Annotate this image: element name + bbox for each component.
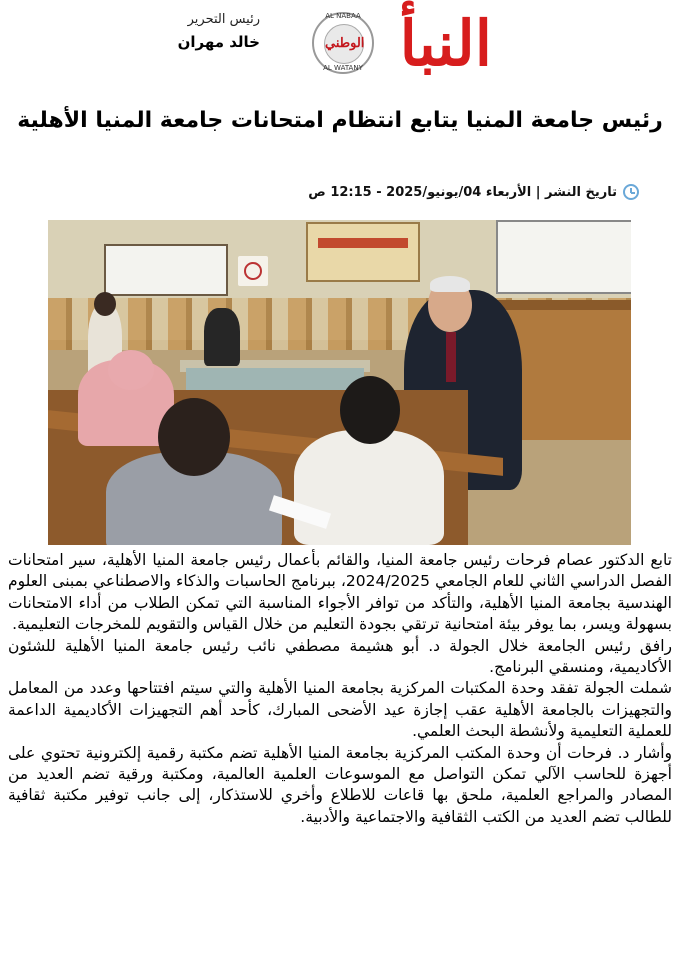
article-body xyxy=(8,550,672,828)
article-paragraph: شملت الجولة تفقد وحدة المكتبات المركزية بجامعة المنيا الأهلية والتي سيتم افتتاحها وعدد من المعامل والتجهيزات بالجامعة الأهلية عقب إجازة عيد الأضحى المبارك، كأحد أهم التجهيزات الأكاديمية الداعمة للعملية التعليمية ولأنشطة البحث العلمي. xyxy=(8,679,672,741)
article-headline: رئيس جامعة المنيا يتابع انتظام امتحانات جامعة المنيا الأهلية xyxy=(17,108,663,133)
photo-whiteboard xyxy=(104,244,228,296)
photo-person-head xyxy=(94,292,116,316)
photo-person xyxy=(204,308,240,366)
logo-seal-icon xyxy=(312,12,374,74)
clock-icon xyxy=(623,184,639,200)
photo-emblem xyxy=(238,256,268,286)
seal-center-text: الوطني xyxy=(324,24,364,64)
photo-person-head xyxy=(340,376,400,444)
seal-top-text: AL NABAA xyxy=(325,12,361,20)
article-paragraph: تابع الدكتور عصام فرحات رئيس جامعة المنيا، والقائم بأعمال رئيس جامعة المنيا الأهلية، سير امتحانات الفصل الدراسي الثاني للعام الجامعي 2024/2025، ببرنامج الحاسبات والذكاء والاصطناعي بمبنى العلوم الهندسية بجامعة المنيا الأهلية، والتأكد من توافر الأجواء المناسبة التي تمكن الطلاب من أداء الامتحانات بسهولة ويسر، بما يوفر بيئة امتحانية ترتقي بجودة التعليم من خلال القياس والتقويم للمخرجات التعليمية. xyxy=(8,551,672,634)
photo-whiteboard-right xyxy=(496,220,631,294)
photo-banner xyxy=(306,222,420,282)
photo-person-head xyxy=(108,350,154,390)
editor-role: رئيس التحرير xyxy=(187,12,260,27)
photo-person-student xyxy=(294,430,444,545)
editor-credit xyxy=(150,12,260,51)
photo-person-head xyxy=(158,398,230,476)
photo-person-tie xyxy=(446,332,456,382)
article-paragraph: رافق رئيس الجامعة خلال الجولة د. أبو هشيمة مصطفي نائب رئيس جامعة المنيا الأهلية للشئون الأكاديمية، ومنسقي البرنامج. xyxy=(8,636,672,677)
publish-dateline xyxy=(308,184,639,200)
masthead xyxy=(0,0,679,100)
newspaper-logo[interactable] xyxy=(292,4,492,92)
editor-name: خالد مهران xyxy=(177,33,260,51)
logo-text: النبأ xyxy=(399,7,492,80)
seal-bottom-text: AL WATANY xyxy=(323,64,363,72)
publish-date-text: تاريخ النشر | الأربعاء 04/يونيو/2025 - 12:15 ص xyxy=(308,184,617,200)
article-paragraph: وأشار د. فرحات أن وحدة المكتب المركزية بجامعة المنيا الأهلية تضم مكتبة رقمية إلكترونية تحتوي على أجهزة للحاسب الآلي تمكن التواصل مع الموسوعات العلمية العالمية، ومكتبة ورقية تضم العديد من المصادر والمراجع العلمية، ملحق بها قاعات للاطلاع وأخري للاستذكار، إلى جانب توفير مكتبة ثقافية للطالب تضم العديد من الكتب الثقافية والاجتماعية والأدبية. xyxy=(8,743,672,826)
article-photo xyxy=(48,220,631,545)
photo-person-hair xyxy=(430,276,470,292)
